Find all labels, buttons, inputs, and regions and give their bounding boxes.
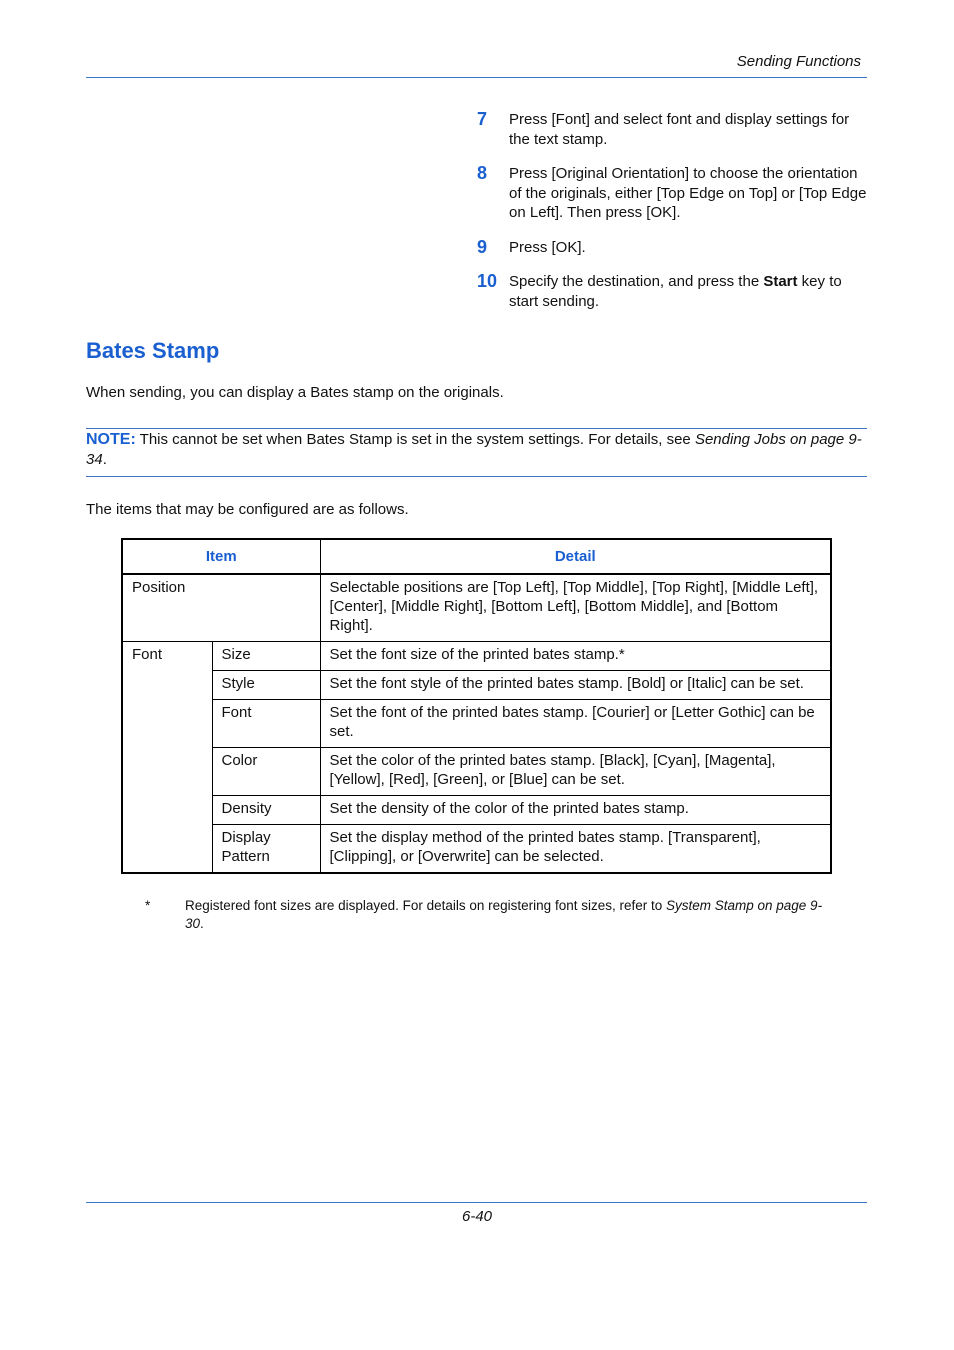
detail-cell: Set the density of the color of the printed bates stamp.	[320, 796, 831, 825]
subitem-cell: Color	[212, 748, 320, 796]
step-item	[477, 110, 867, 149]
footnote-text-block	[185, 897, 825, 933]
step-list	[477, 110, 867, 326]
table-row	[122, 700, 831, 748]
header-item: Item	[122, 539, 320, 574]
running-header: Sending Functions	[736, 53, 861, 70]
detail-cell: Set the color of the printed bates stamp. [Black], [Cyan], [Magenta], [Yellow], [Red], [Green], or [Blue] can be set.	[320, 748, 831, 796]
table-row	[122, 825, 831, 874]
step-number: 8	[477, 163, 488, 183]
settings-table	[121, 538, 832, 874]
detail-cell: Set the display method of the printed bates stamp. [Transparent], [Clipping], or [Overwrite] can be selected.	[320, 825, 831, 874]
table-footnote	[145, 897, 825, 933]
step-number: 9	[477, 236, 488, 257]
detail-cell: Selectable positions are [Top Left], [Top Middle], [Top Right], [Middle Left], [Center], [Middle Right], [Bottom Left], [Bottom Middle], and [Bottom Right].	[320, 574, 831, 642]
items-intro-paragraph: The items that may be configured are as follows.	[86, 501, 409, 518]
detail-cell: Set the font style of the printed bates stamp. [Bold] or [Italic] can be set.	[320, 671, 831, 700]
group-cell: Font	[122, 642, 212, 874]
note-box	[86, 430, 867, 470]
table-row	[122, 671, 831, 700]
subitem-cell: Density	[212, 796, 320, 825]
note-bottom-rule	[86, 476, 867, 477]
step-item	[477, 164, 867, 223]
subitem-cell: Style	[212, 671, 320, 700]
note-text: This cannot be set when Bates Stamp is set in the system settings. For details, see	[135, 431, 695, 448]
note-top-rule	[86, 428, 867, 429]
table-header-row	[122, 539, 831, 574]
detail-cell: Set the font of the printed bates stamp. [Courier] or [Letter Gothic] can be set.	[320, 700, 831, 748]
table-row	[122, 748, 831, 796]
note-period: .	[102, 451, 107, 468]
step-number: 10	[477, 271, 498, 291]
subitem-cell: Display Pattern	[212, 825, 320, 874]
section-title: Bates Stamp	[86, 338, 220, 363]
footnote-cross-reference[interactable]: System Stamp on page 9-30	[185, 898, 823, 931]
footnote-marker: *	[145, 898, 151, 913]
footnote-text: Registered font sizes are displayed. For details on registering font sizes, refer to	[185, 898, 666, 913]
detail-cell: Set the font size of the printed bates stamp.*	[320, 642, 831, 671]
note-cross-reference[interactable]: Sending Jobs on page 9-34	[86, 431, 862, 468]
step-text: Press [OK].	[509, 238, 586, 256]
footnote-period: .	[200, 916, 204, 931]
step-text: Press [Font] and select font and display settings for the text stamp.	[509, 111, 850, 148]
item-cell: Position	[122, 574, 320, 642]
step-text-start: Specify the destination, and press the	[509, 273, 764, 290]
subitem-cell: Size	[212, 642, 320, 671]
table-row	[122, 642, 831, 671]
step-item	[477, 238, 867, 258]
start-key-label: Start	[763, 273, 798, 290]
step-number: 7	[477, 109, 488, 129]
step-text	[509, 272, 867, 311]
subitem-cell: Font	[212, 700, 320, 748]
page-number: 6-40	[461, 1208, 493, 1225]
step-text-end: key to start sending.	[509, 273, 842, 310]
header-detail: Detail	[320, 539, 831, 574]
step-text: Press [Original Orientation] to choose the orientation of the originals, either [Top Edge on Top] or [Top Edge on Left]. Then press [OK].	[509, 165, 867, 221]
step-item	[477, 272, 867, 311]
table-row	[122, 574, 831, 642]
table-row	[122, 796, 831, 825]
footer-rule	[86, 1202, 867, 1203]
intro-paragraph: When sending, you can display a Bates stamp on the originals.	[86, 384, 504, 401]
note-label: NOTE:	[86, 431, 136, 448]
header-rule	[86, 77, 867, 78]
